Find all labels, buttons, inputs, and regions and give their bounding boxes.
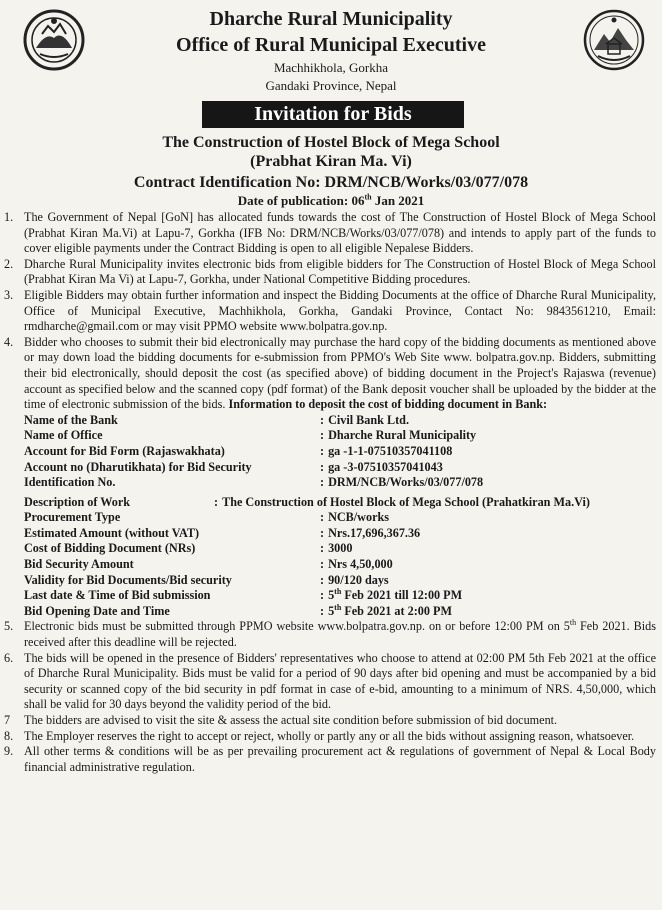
list-item: 5. Electronic bids must be submitted through PPMO website www.bolpatra.gov.np. on or before 12:00 PM on 5th Feb 2021. Bids received after this deadline will be rejected. — [4, 618, 656, 650]
municipality-logo-icon — [582, 8, 646, 72]
bank-details — [4, 413, 656, 491]
project-title: The Construction of Hostel Block of Mega School — [162, 134, 500, 151]
bank-row: Name of Office : Dharche Rural Municipality — [24, 428, 477, 443]
list-item: 7 The bidders are advised to visit the site & assess the actual site condition before submission of bid document. — [4, 713, 558, 727]
detail-row: Validity for Bid Documents/Bid security : 90/120 days — [24, 572, 389, 587]
school-name: (Prabhat Kiran Ma. Vi) — [250, 153, 412, 170]
detail-row: Description of Work : The Construction of Hostel Block of Mega School (Prahatkiran Ma.Vi) — [24, 494, 590, 509]
work-details — [4, 495, 656, 620]
detail-row: Bid Security Amount : Nrs 4,50,000 — [24, 557, 393, 572]
list-item: 6. The bids will be opened in the presence of Bidders' representatives who choose to attend at 02:00 PM 5th Feb 2021 at the office of Dharche Rural Municipality. Bids must be valid for a period of 90 days after bid opening and must be accompanied by a bid security or scanned copy of the bid security in pdf format in case of e-bid, amounting to a minimum of NRS. 4,50,000, which shall be valid for 30 days beyond the validity period of the bid. — [4, 650, 656, 712]
list-item: 4. Bidder who chooses to submit their bid electronically may purchase the hard copy of the bidding documents as mentioned above or may down load the bidding documents for e-submission from PPMO's Web Site www. bolpatra.gov.np. Bidders, submitting their bid electronically, should deposit the cost (as specified above) of bidding document in the Project's Rajaswa (revenue) account as specified below and the scanned copy (pdf format) of the Bank deposit voucher shall be uploaded by the bidder at the time of electronic submission of the bids. Information to deposit the cost of bidding document in Bank: — [4, 334, 656, 412]
notice-header — [8, 0, 654, 98]
notice-body — [4, 210, 656, 775]
office-name: Office of Rural Municipal Executive — [176, 34, 486, 56]
detail-row: Bid Opening Date and Time : 5th Feb 2021 at 2:00 PM — [24, 602, 452, 618]
address-line-2: Gandaki Province, Nepal — [265, 78, 397, 93]
list-item: 3. Eligible Bidders may obtain further information and inspect the Bidding Documents at the office of Dharche Rural Municipality, Office of Municipal Executive, Machhikhola, Gorkha, Gandaki Province, Contact No: 9843561210, Email: rmdharche@gmail.com or may visit PPMO website www.bolpatra.gov.np. — [4, 287, 656, 334]
address-line-1: Machhikhola, Gorkha — [273, 60, 389, 75]
publication-date: Date of publication: 06th Jan 2021 — [237, 192, 425, 208]
detail-row: Procurement Type : NCB/works — [24, 510, 390, 525]
contract-id: Contract Identification No: DRM/NCB/Works/03/077/078 — [133, 174, 529, 191]
detail-row: Cost of Bidding Document (NRs) : 3000 — [24, 541, 353, 556]
detail-row: Last date & Time of Bid submission : 5th Feb 2021 till 12:00 PM — [24, 587, 463, 603]
detail-row: Estimated Amount (without VAT) : Nrs.17,696,367.36 — [24, 525, 421, 540]
org-name: Dharche Rural Municipality — [209, 8, 453, 30]
list-item: 2. Dharche Rural Municipality invites electronic bids from eligible bidders for The Construction of Hostel Block of Mega School (Prabhat Kiran Ma Vi) at Lapu-7, Gorkha, under National Competitive Bidding procedures. — [4, 256, 656, 287]
list-item: 1. The Government of Nepal [GoN] has allocated funds towards the cost of The Construction of Hostel Block of Mega School (Prabhat Kiran Ma.Vi) at Lapu-7, Gorkha (IFB No: DRM/NCB/Works/03/077/078) and intends to apply part of the funds to cover eligible payments under the Contract Bidding is open to all eligible Nepalese Bidders. — [4, 210, 656, 256]
list-item: 9. All other terms & conditions will be as per prevailing procurement act & regulations of government of Nepal & Local Body financial administrative regulation. — [4, 744, 656, 774]
bank-row: Name of the Bank : Civil Bank Ltd. — [24, 412, 410, 427]
notice-titles — [0, 133, 662, 208]
bank-row: Identification No. : DRM/NCB/Works/03/077/078 — [24, 475, 484, 490]
invitation-banner: Invitation for Bids — [202, 101, 464, 128]
bank-row: Account for Bid Form (Rajaswakhata) : ga -1-1-07510357041108 — [24, 443, 453, 458]
bank-row: Account no (Dharutikhata) for Bid Security : ga -3-07510357041043 — [24, 459, 443, 474]
list-item: 8. The Employer reserves the right to accept or reject, wholly or partly any or all the bids without assigning reason, whatsoever. — [4, 728, 635, 743]
